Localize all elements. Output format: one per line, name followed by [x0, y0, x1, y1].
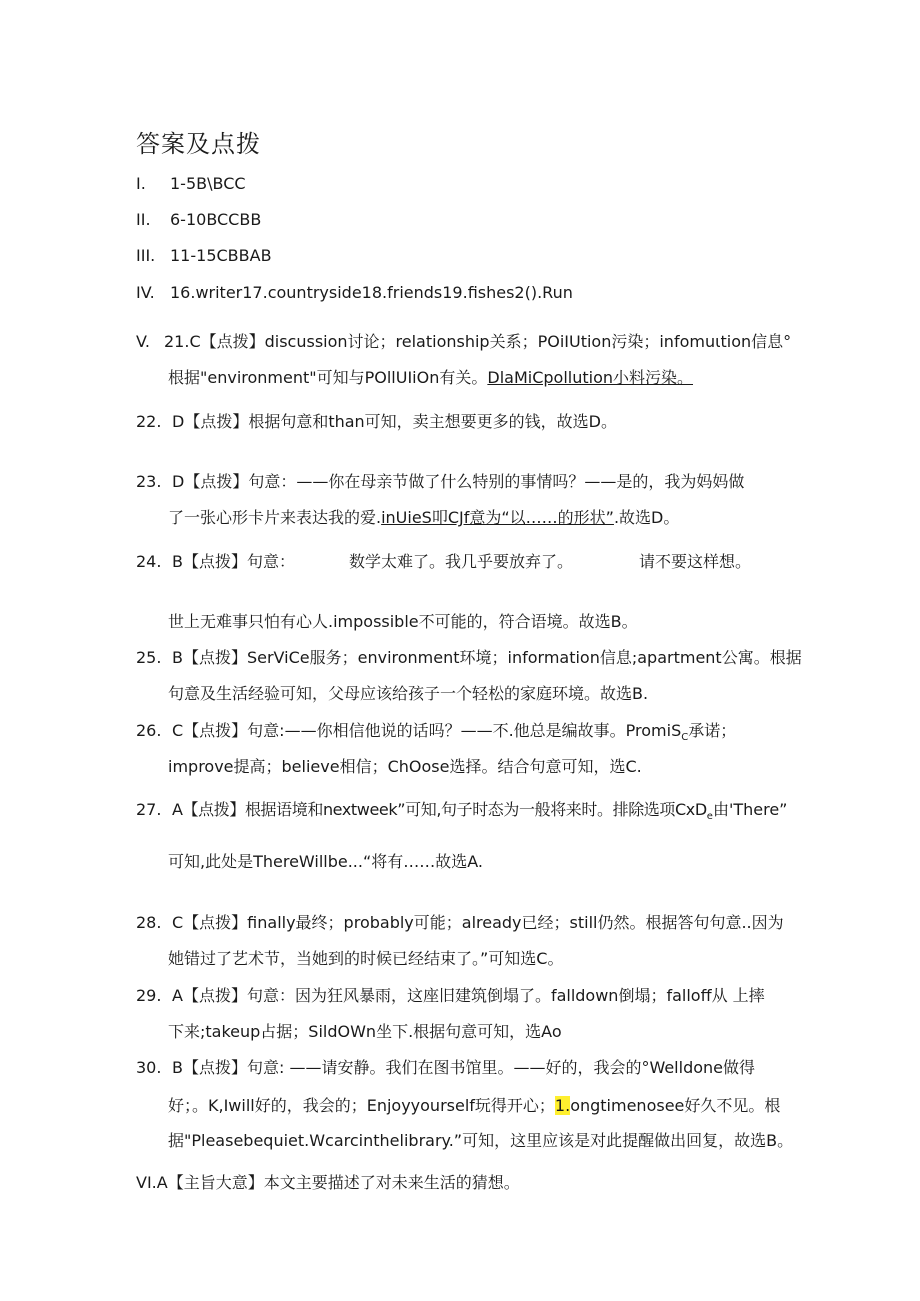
question-number: 28.	[136, 913, 162, 932]
roman-label: I.	[136, 174, 146, 193]
question-27-line2	[168, 852, 483, 872]
question-26-line2	[168, 757, 642, 777]
answer-text: D【点拨】句意：——你在母亲节做了什么特别的事情吗？——是的，我为妈妈做	[172, 472, 745, 491]
question-24-line1	[136, 552, 751, 572]
question-22	[136, 412, 617, 432]
question-28-line2	[168, 949, 563, 969]
roman-label: II.	[136, 210, 151, 229]
question-29-line2	[168, 1022, 562, 1042]
answer-text: 6-10BCCBB	[170, 210, 262, 229]
question-21-line2	[168, 368, 693, 388]
answer-text: .故选D。	[613, 508, 680, 527]
roman-label: V.	[136, 332, 150, 351]
answer-text: improve提高；believe相信；ChOose选择。结合句意可知，选C.	[168, 757, 642, 776]
question-30-line2	[168, 1096, 780, 1116]
question-26-line1	[136, 721, 736, 748]
question-30-line1	[136, 1058, 755, 1078]
question-number: 29.	[136, 986, 162, 1005]
roman-label: III.	[136, 246, 156, 265]
question-number: 26.	[136, 721, 162, 740]
question-number: 25.	[136, 648, 162, 667]
question-number: 30.	[136, 1058, 162, 1077]
answer-text: 可知,此处是ThereWillbe...“将有……故选A.	[168, 852, 484, 871]
underlined-text: inUieS叩CJf意为“以……的形状”	[381, 508, 614, 527]
answer-text: 据"Pleasebequiet.Wcarcinthelibrary.”可知，这里应该是对此提醒做出回复，故选B。	[168, 1131, 794, 1150]
answer-text: 请不要这样想。	[639, 552, 752, 571]
answer-text: 由'There”	[712, 800, 788, 819]
answer-text: 根据"environment"可知与POllUIiOn有关。	[168, 368, 488, 387]
answer-text: 了一张心形卡片来表达我的爱.	[168, 508, 382, 527]
answer-text: A【点拨】根据语境和nextweek”可知,句子时态为一般将来时。排除选项CxD	[172, 800, 707, 819]
question-30-line3	[168, 1131, 793, 1151]
question-24-line2	[168, 612, 638, 632]
underlined-text: DlaMiCpollution小料污染。	[487, 368, 693, 387]
question-23-line2	[168, 508, 679, 528]
answer-text: B【点拨】句意: ——请安静。我们在图书馆里。——好的，我会的°Welldone做得	[172, 1058, 756, 1077]
answer-text: 1-5B\BCC	[170, 174, 246, 193]
answer-row-iv	[136, 283, 573, 303]
question-number: 23.	[136, 472, 162, 491]
highlighted-text: 1.	[554, 1096, 571, 1115]
answer-text: ongtimenosee好久不见。根	[570, 1096, 781, 1115]
question-23-line1	[136, 472, 744, 492]
question-number: 24.	[136, 552, 162, 571]
question-29-line1	[136, 986, 765, 1006]
question-number: 27.	[136, 800, 162, 819]
answer-text: D【点拨】根据句意和than可知，卖主想要更多的钱，故选D。	[172, 412, 618, 431]
subscript-text: e	[706, 811, 713, 823]
question-25-line1	[136, 648, 802, 668]
answer-text: 下来;takeup占据；SildOWn坐下.根据句意可知，选Ao	[168, 1022, 562, 1041]
answer-text: 世上无难事只怕有心人.impossible不可能的，符合语境。故选B。	[168, 612, 638, 631]
subscript-text: C	[681, 732, 689, 744]
answer-text: 11-15CBBAB	[170, 246, 272, 265]
answer-text: 16.writer17.countryside18.friends19.fishes2().Run	[170, 283, 573, 302]
answer-text: VI.A【主旨大意】本文主要描述了对未来生活的猜想。	[136, 1173, 520, 1192]
roman-label: IV.	[136, 283, 155, 302]
answer-text: 好；。K,Iwill好的，我会的；Enjoyyourself玩得开心；	[168, 1096, 555, 1115]
question-number: 22.	[136, 412, 162, 431]
answer-text: 21.C【点拨】discussion讨论；relationship关系；POiIUtion污染；infomuιtion信息°	[164, 332, 792, 351]
answer-text: 句意及生活经验可知，父母应该给孩子一个轻松的家庭环境。故选B.	[168, 684, 649, 703]
section-vi	[136, 1173, 520, 1193]
answer-text: 数学太难了。我几乎要放弃了。	[348, 552, 573, 571]
answer-text: 承诺；	[688, 721, 737, 740]
answer-row-iii	[136, 246, 272, 266]
answer-text: A【点拨】句意：因为狂风暴雨，这座旧建筑倒塌了。falldown倒塌；falloff从 上摔	[172, 986, 765, 1005]
answer-row-i	[136, 174, 246, 194]
answer-row-ii	[136, 210, 261, 230]
answer-text: 她错过了艺术节，当她到的时候已经结束了。”可知选C。	[168, 949, 564, 968]
question-28-line1	[136, 913, 784, 933]
answer-text: C【点拨】句意:——你相信他说的话吗？——不.他总是编故事。PromiS	[172, 721, 682, 740]
answer-text: B【点拨】句意：	[172, 552, 295, 571]
answer-text: C【点拨】finally最终；probably可能；already已经；still仍然。根据答句句意..因为	[172, 913, 784, 932]
question-21-line1	[136, 332, 791, 352]
answer-text: B【点拨】SerViCe服务；environment环境；information信息;apartment公寓。根据	[172, 648, 802, 667]
question-25-line2	[168, 684, 648, 704]
question-27-line1	[136, 800, 787, 827]
page-title: 答案及点拨	[136, 130, 261, 158]
